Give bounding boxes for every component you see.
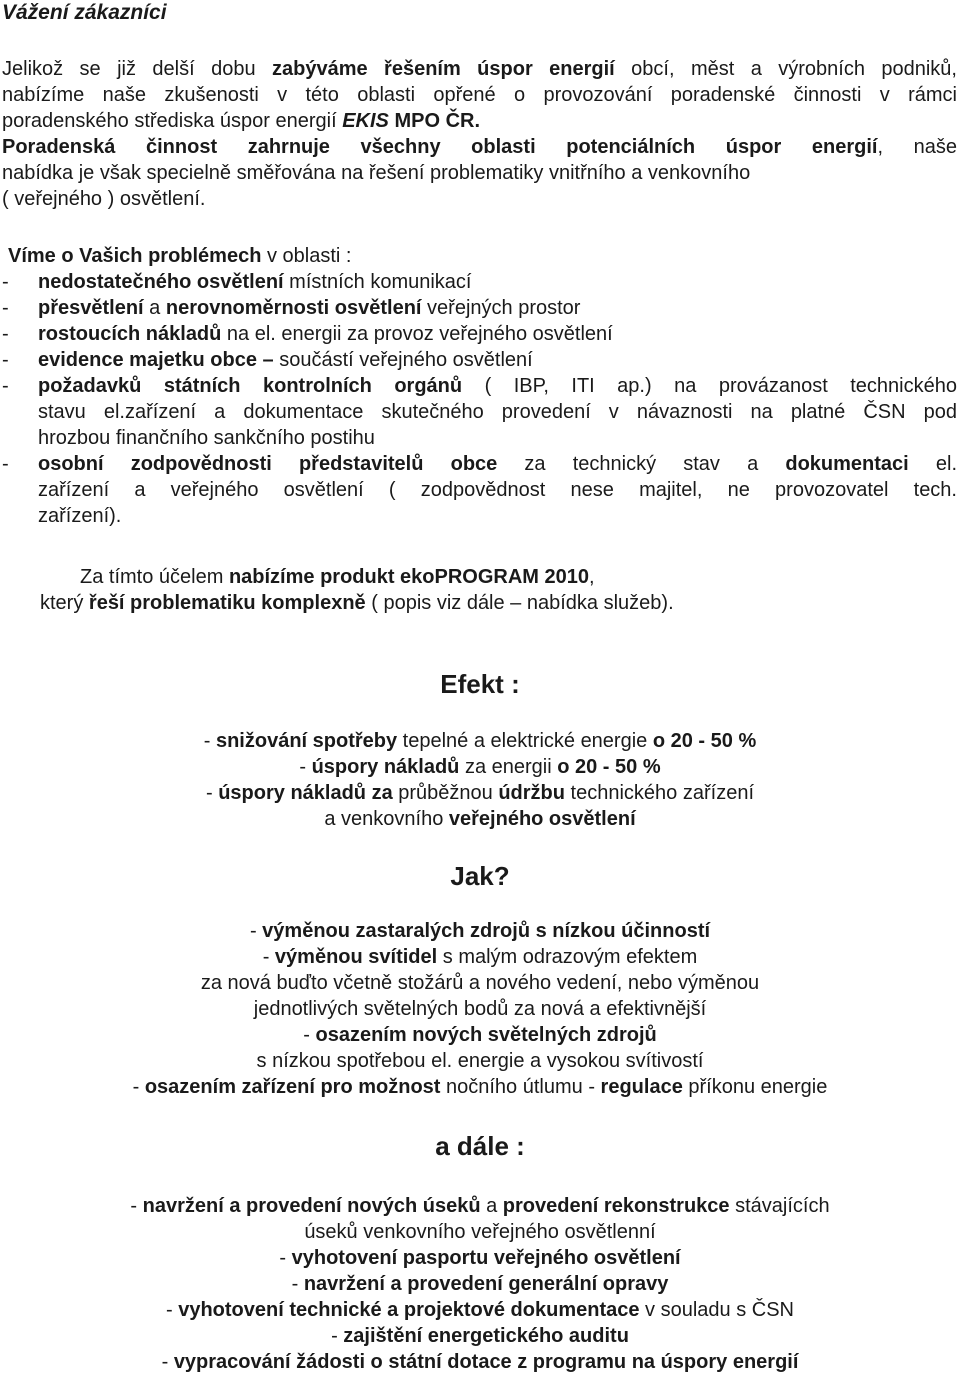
intro-line: ( veřejného ) osvětlení. [2, 188, 206, 210]
list-item: - úspory nákladů za průběžnou údržbu technického zařízení [205, 782, 754, 804]
intro-line: poradenského střediska úspor energií EKIS MPO ČR. [2, 110, 481, 132]
list-item: - osazením zařízení pro možnost nočního útlumu - regulace příkonu energie [132, 1076, 828, 1098]
list-item: - vyhotovení pasportu veřejného osvětlení [279, 1247, 681, 1269]
list-item: - evidence majetku obce – součástí veřejného osvětlení [2, 349, 533, 371]
list-dash: - [2, 375, 9, 397]
list-dash: - [2, 297, 9, 319]
list-item: - zajištění energetického auditu [331, 1325, 629, 1347]
jak-list [0, 918, 960, 1100]
problems-list [2, 243, 957, 529]
document-page: Vážení zákazníci Jelikož se již delší dobu zabýváme řešením úspor energií obcí, měst a výrobních podniků, nabízíme naše zkušenosti v této oblasti opřené o provozování poradenské činnosti v rámci poradenského střediska úspor energií EKIS MPO ČR. Poradenská činnost zahrnuje všechny oblasti potenciálních úspor energií, naše nabídka je však specielně směřována na řešení problematiky vnitřního a venkovního ( veřejného ) osvětlení. Víme o Vašich problémech v oblasti : - nedostatečného osvětlení místních komunikací - přesvětlení a nerovnoměrnosti osvětlení veřejných prostor - rostoucích nákladů na el. energii za provoz veřejného osvětlení - evidence majetku obce – součástí veřejného osvětlení - požadavků státních kontrolních orgánů ( IBP, ITI ap.) na provázanost technického stavu el.zařízení a dokumentace skutečného provedení v návaznosti na platné ČSN pod hrozbou finančního sankčního postihu - osobní zodpovědnosti představitelů obce za technický stav a dokumentaci el. zařízení a veřejného osvětlení ( zodpovědnost nese majitel, ne provozovatel tech. zařízení). Za tímto účelem nabízíme produkt ekoPROGRAM 2010, který řeší problematiku komplexně ( popis viz dále – nabídka služeb). Efekt : - snižování spotřeby tepelné a elektrické energie o 20 - 50 % - úspory nákladů za energii o 20 - 50 % - úspory nákladů za průběžnou údržbu technického zařízení a venkovního veřejného osvětlení Jak? - výměnou zastaralých zdrojů s nízkou účinností - výměnou svítidel s malým odrazovým efektem za nová buďto včetně stožárů a nového vedení, nebo výměnou jednotlivých světelných bodů za nová a efektivnější - osazením nových světelných zdrojů s nízkou spotřebou el. energie a vysokou svítivostí - osazením zařízení pro možnost nočního útlumu - regulace příkonu energie a dále : - navržení a provedení nových úseků a provedení rekonstrukce stávajících úseků venkovního veřejného osvětlenní - vyhotovení pasportu veřejného osvětlení - navržení a provedení generální opravy - vyhotovení technické a projektové dokumentace v souladu s ČSN - zajištění energetického auditu - vypracování žádosti o státní dotace z programu na úspory energií [0, 0, 960, 1379]
intro-line: Poradenská činnost zahrnuje všechny oblasti potenciálních úspor energií, naše [2, 136, 957, 158]
list-item: jednotlivých světelných bodů za nová a efektivnější [253, 998, 707, 1020]
problems-intro: Víme o Vašich problémech v oblasti : [8, 245, 352, 267]
intro-line: Jelikož se již delší dobu zabýváme řešením úspor energií obcí, měst a výrobních podniků, [2, 58, 957, 80]
list-item: - navržení a provedení generální opravy [291, 1273, 669, 1295]
list-item: - výměnou svítidel s malým odrazovým efektem [262, 946, 698, 968]
list-item: - výměnou zastaralých zdrojů s nízkou účinností [249, 920, 711, 942]
list-dash: - [2, 349, 9, 371]
list-item: úseků venkovního veřejného osvětlenní [304, 1221, 656, 1243]
intro-line: nabízíme naše zkušenosti v této oblasti opřené o provozování poradenské činnosti v rámci [2, 84, 957, 106]
list-item: - vyhotovení technické a projektové dokumentace v souladu s ČSN [166, 1299, 794, 1321]
list-item: - osobní zodpovědnosti představitelů obce za technický stav a dokumentaci el. zařízení a veřejného osvětlení ( zodpovědnost nese majitel, ne provozovatel tech. zařízení). [2, 453, 957, 527]
list-item: - požadavků státních kontrolních orgánů ( IBP, ITI ap.) na provázanost technického stavu el.zařízení a dokumentace skutečného provedení v návaznosti na platné ČSN pod hrozbou finančního sankčního postihu [2, 375, 957, 449]
jak-title: Jak? [450, 861, 510, 891]
efekt-list [0, 728, 960, 832]
list-dash: - [2, 323, 9, 345]
list-item: - úspory nákladů za energii o 20 - 50 % [299, 756, 661, 778]
list-dash: - [2, 271, 9, 293]
list-item: - přesvětlení a nerovnoměrnosti osvětlení veřejných prostor [2, 297, 581, 319]
page-title: Vážení zákazníci [2, 1, 167, 24]
list-item: a venkovního veřejného osvětlení [324, 808, 636, 830]
list-item: - nedostatečného osvětlení místních komunikací [2, 271, 472, 293]
list-dash: - [2, 453, 9, 475]
adale-title: a dále : [435, 1131, 525, 1161]
list-item: - snižování spotřeby tepelné a elektrické energie o 20 - 50 % [203, 730, 757, 752]
list-item: - rostoucích nákladů na el. energii za provoz veřejného osvětlení [2, 323, 613, 345]
intro-line: nabídka je však specielně směřována na řešení problematiky vnitřního a venkovního [2, 162, 751, 184]
list-item: s nízkou spotřebou el. energie a vysokou svítivostí [256, 1050, 704, 1072]
list-item: - vypracování žádosti o státní dotace z programu na úspory energií [161, 1351, 799, 1373]
intro-paragraph [2, 56, 957, 212]
efekt-title: Efekt : [440, 669, 520, 699]
list-item: - navržení a provedení nových úseků a provedení rekonstrukce stávajících [130, 1195, 830, 1217]
list-item: za nová buďto včetně stožárů a nového vedení, nebo výměnou [200, 972, 760, 994]
adale-list [0, 1193, 960, 1375]
list-item: - osazením nových světelných zdrojů [303, 1024, 657, 1046]
